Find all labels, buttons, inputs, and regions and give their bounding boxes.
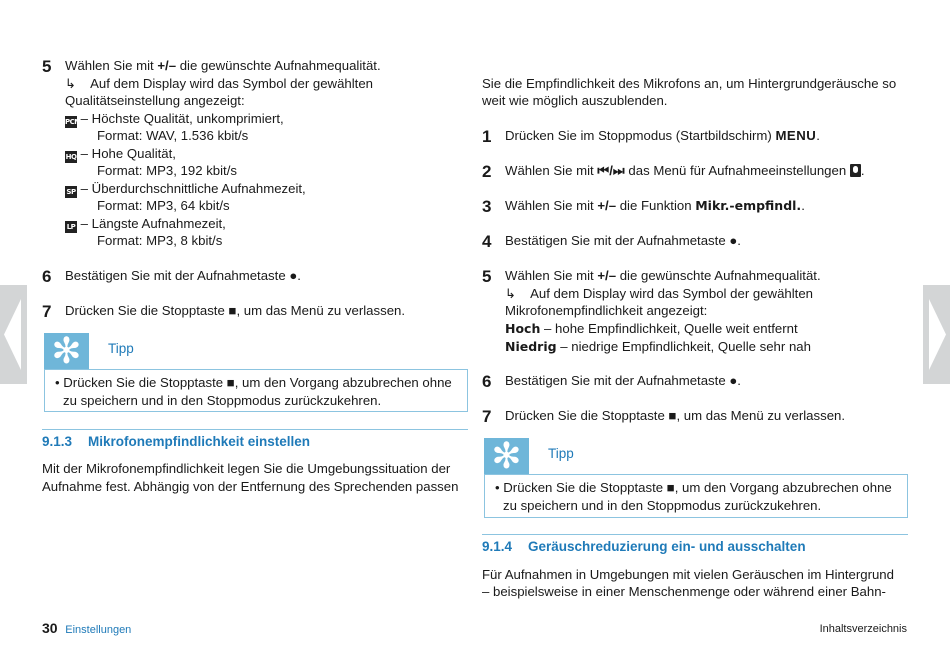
step-text: Wählen Sie mit +/– die gewünschte Aufnahmequalität. (65, 58, 381, 73)
tip-label: Tipp (548, 446, 574, 461)
tip-header (484, 436, 908, 477)
microphone-icon (850, 164, 861, 177)
section-heading (482, 534, 908, 554)
step-number: 6 (42, 267, 52, 286)
tip-text: • Drücken Sie die Stopptaste ■, um den Vorgang abzubrechen ohne (55, 375, 452, 390)
paragraph-line: weit wie möglich auszublenden. (482, 93, 668, 108)
lp-quality-icon: LP (66, 223, 76, 231)
step-number: 7 (42, 302, 52, 321)
chapter-link[interactable]: Einstellungen (65, 624, 132, 636)
tip-label: Tipp (108, 341, 134, 356)
step-number: 1 (482, 127, 492, 146)
result-arrow-icon: ↳ (505, 286, 517, 301)
paragraph-line: Sie die Empfindlichkeit des Mikrofons an, um Hintergrundgeräusche so (482, 76, 897, 91)
pcm-quality-icon: PCM (65, 118, 81, 126)
section-heading (42, 429, 468, 449)
result-arrow-icon: ↳ (65, 76, 77, 91)
section-number: 9.1.4 (482, 539, 513, 554)
result-line: Mikrofonempfindlichkeit angezeigt: (505, 303, 708, 318)
step-text: Bestätigen Sie mit der Aufnahmetaste ●. (65, 268, 301, 283)
paragraph-line: Für Aufnahmen in Umgebungen mit vielen Geräuschen im Hintergrund (482, 567, 894, 582)
quality-format: Format: MP3, 8 kbit/s (97, 233, 223, 248)
step-number: 5 (482, 267, 492, 286)
toc-link[interactable]: Inhaltsverzeichnis (819, 623, 907, 635)
sp-quality-icon: SP (66, 188, 76, 196)
section-number: 9.1.3 (42, 434, 73, 449)
step-text: Wählen Sie mit +/– die gewünschte Aufnahmequalität. (505, 268, 821, 283)
sensitivity-option: Niedrig – niedrige Empfindlichkeit, Quelle sehr nah (505, 339, 811, 354)
chevron-right-icon (923, 285, 950, 384)
tip-text: zu speichern und in den Stoppmodus zurückzukehren. (503, 498, 822, 513)
section-title: Geräuschreduzierung ein- und ausschalten (528, 539, 806, 554)
step-text: Wählen Sie mit +/– die Funktion Mikr.-empfindl.. (505, 198, 805, 213)
step-text: Drücken Sie die Stopptaste ■, um das Menü zu verlassen. (65, 303, 406, 318)
chevron-left-icon (0, 285, 27, 384)
tip-text: • Drücken Sie die Stopptaste ■, um den Vorgang abzubrechen ohne (495, 480, 892, 495)
quality-option: SP – Überdurchschnittliche Aufnahmezeit, (66, 181, 306, 196)
asterisk-tip-icon: ✻ (484, 438, 529, 474)
page-footer (42, 620, 131, 636)
step-text: Drücken Sie im Stoppmodus (Startbildschirm) MENU. (505, 128, 820, 143)
result-line: ↳ Auf dem Display wird das Symbol der gewählten (65, 76, 373, 91)
paragraph-line: – beispielsweise in einer Menschenmenge oder während einer Bahn- (482, 584, 886, 599)
step-text: Drücken Sie die Stopptaste ■, um das Menü zu verlassen. (505, 408, 846, 423)
result-line: Qualitätseinstellung angezeigt: (65, 93, 245, 108)
step-text: Bestätigen Sie mit der Aufnahmetaste ●. (505, 233, 741, 248)
step-text: Bestätigen Sie mit der Aufnahmetaste ●. (505, 373, 741, 388)
quality-format: Format: WAV, 1.536 kbit/s (97, 128, 249, 143)
next-page-button[interactable] (923, 285, 950, 384)
asterisk-tip-icon: ✻ (44, 333, 89, 369)
result-line: ↳ Auf dem Display wird das Symbol der gewählten (505, 286, 813, 301)
quality-option: HQ – Hohe Qualität, (65, 146, 176, 161)
page-number: 30 (42, 620, 58, 636)
tip-text: zu speichern und in den Stoppmodus zurückzukehren. (63, 393, 382, 408)
hq-quality-icon: HQ (65, 153, 77, 161)
paragraph-line: Aufnahme fest. Abhängig von der Entfernung des Sprechenden passen (42, 479, 459, 494)
quality-format: Format: MP3, 64 kbit/s (97, 198, 230, 213)
quality-option: LP – Längste Aufnahmezeit, (66, 216, 226, 231)
step-number: 6 (482, 372, 492, 391)
step-number: 5 (42, 57, 52, 76)
sensitivity-option: Hoch – hohe Empfindlichkeit, Quelle weit entfernt (505, 321, 798, 336)
tip-box (484, 474, 908, 518)
tip-box (44, 369, 468, 412)
step-text: Wählen Sie mit ⏮/⏭ das Menü für Aufnahmeeinstellungen . (505, 163, 865, 178)
step-number: 4 (482, 232, 492, 251)
tip-header (44, 331, 468, 372)
quality-option: PCM – Höchste Qualität, unkomprimiert, (65, 111, 284, 126)
section-title: Mikrofonempfindlichkeit einstellen (88, 434, 311, 449)
step-number: 3 (482, 197, 492, 216)
prev-page-button[interactable] (0, 285, 27, 384)
quality-format: Format: MP3, 192 kbit/s (97, 163, 237, 178)
paragraph-line: Mit der Mikrofonempfindlichkeit legen Sie die Umgebungssituation der (42, 461, 451, 476)
step-number: 7 (482, 407, 492, 426)
step-number: 2 (482, 162, 492, 181)
